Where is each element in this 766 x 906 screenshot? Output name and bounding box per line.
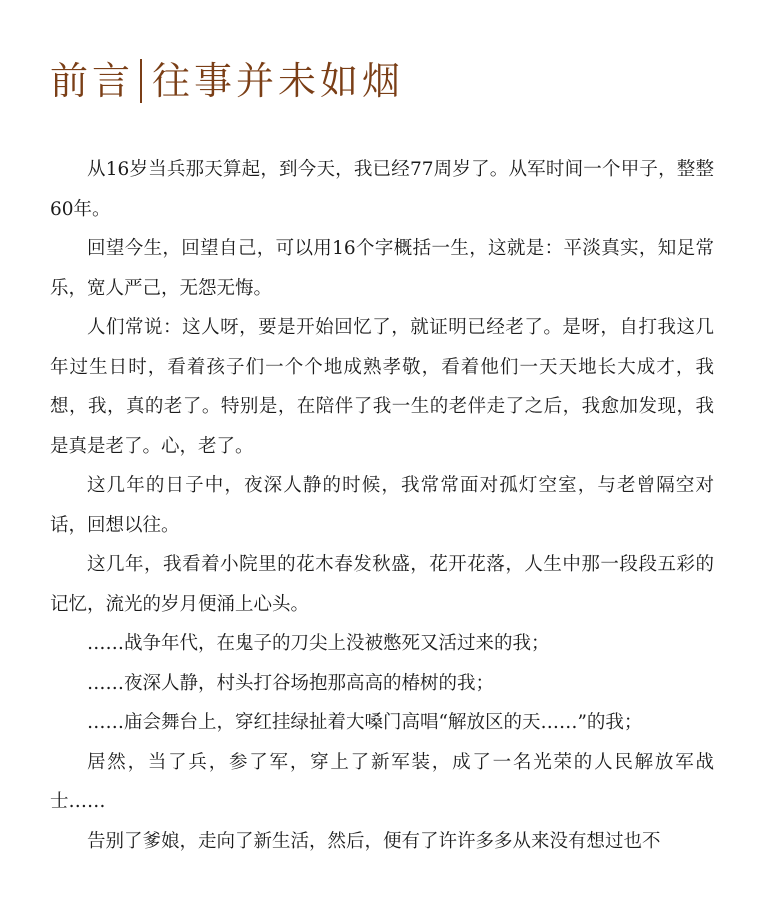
paragraph: 从16岁当兵那天算起，到今天，我已经77周岁了。从军时间一个甲子，整整60年。 bbox=[50, 159, 714, 220]
paragraph: ……夜深人静，村头打谷场抱那高高的椿树的我； bbox=[87, 672, 495, 694]
paragraph: 人们常说：这人呀，要是开始回忆了，就证明已经老了。是呀，自打我这几年过生日时，看着孩子们一个个地成熟孝敬，看着他们一天天地长大成才，我想，我，真的老了。特别是，在陪伴了我一生的老伴走了之后，我愈加发现，我是真是老了。心，老了。 bbox=[50, 317, 714, 457]
heading-title: 往事并未如烟 bbox=[152, 59, 405, 103]
paragraph: 告别了爹娘，走向了新生活，然后，便有了许许多多从来没有想过也不 bbox=[87, 830, 661, 852]
paragraph: ……庙会舞台上，穿红挂绿扯着大嗓门高唱“解放区的天……”的我； bbox=[87, 712, 643, 733]
heading-preface: 前言 bbox=[50, 59, 135, 103]
body-text bbox=[50, 150, 714, 861]
paragraph: 这几年的日子中，夜深人静的时候，我常常面对孤灯空室，与老曾隔空对话，回想以往。 bbox=[50, 475, 714, 536]
paragraph: 这几年，我看着小院里的花木春发秋盛，花开花落，人生中那一段段五彩的记忆，流光的岁月便涌上心头。 bbox=[50, 554, 714, 615]
chapter-heading bbox=[50, 56, 404, 106]
paragraph: 回望今生，回望自己，可以用16个字概括一生，这就是：平淡真实，知足常乐，宽人严己，无怨无悔。 bbox=[50, 238, 714, 299]
paragraph: ……战争年代，在鬼子的刀尖上没被憋死又活过来的我； bbox=[87, 633, 550, 654]
heading-divider bbox=[140, 59, 142, 103]
paragraph: 居然，当了兵，参了军，穿上了新军装，成了一名光荣的人民解放军战士…… bbox=[50, 751, 714, 812]
